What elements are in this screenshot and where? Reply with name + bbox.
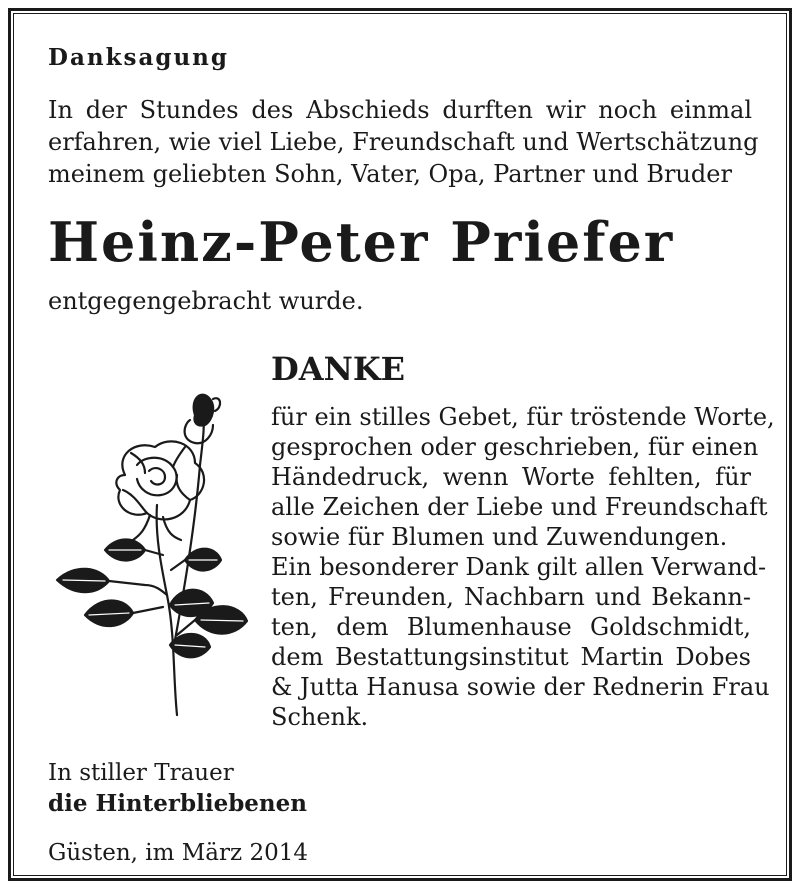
heading: Danksagung xyxy=(48,44,229,71)
deceased-name: Heinz-Peter Priefer xyxy=(48,210,675,274)
place-date: Güsten, im März 2014 xyxy=(48,840,308,866)
rose-icon xyxy=(45,385,260,725)
body-line: dem Bestattungsinstitut Martin Dobes xyxy=(271,643,751,671)
body-line: für ein stilles Gebet, für tröstende Worte, xyxy=(271,403,775,431)
body-line: Ein besonderer Dank gilt allen Verwand- xyxy=(271,553,767,581)
body-line: sowie für Blumen und Zuwendungen. xyxy=(271,523,728,551)
body-line: Händedruck, wenn Worte fehlten, für xyxy=(271,463,751,491)
closing-line: In stiller Trauer xyxy=(48,760,234,786)
body-line: ten, Freunden, Nachbarn und Bekann- xyxy=(271,583,751,611)
body-line: Schenk. xyxy=(271,703,369,731)
body-line: & Jutta Hanusa sowie der Rednerin Frau xyxy=(271,673,770,701)
body-line: gesprochen oder geschrieben, für einen xyxy=(271,433,759,461)
intro-line: meinem geliebten Sohn, Vater, Opa, Partner und Bruder xyxy=(48,160,732,188)
body-line: alle Zeichen der Liebe und Freundschaft xyxy=(271,493,768,521)
closing-signature: die Hinterbliebenen xyxy=(48,790,308,817)
danke-title: DANKE xyxy=(271,350,406,388)
body-line: ten, dem Blumenhause Goldschmidt, xyxy=(271,613,751,641)
after-name-text: entgegengebracht wurde. xyxy=(48,287,364,315)
intro-line: erfahren, wie viel Liebe, Freundschaft und Wertschätzung xyxy=(48,128,759,156)
intro-line: In der Stundes des Abschieds durften wir noch einmal xyxy=(48,96,752,124)
